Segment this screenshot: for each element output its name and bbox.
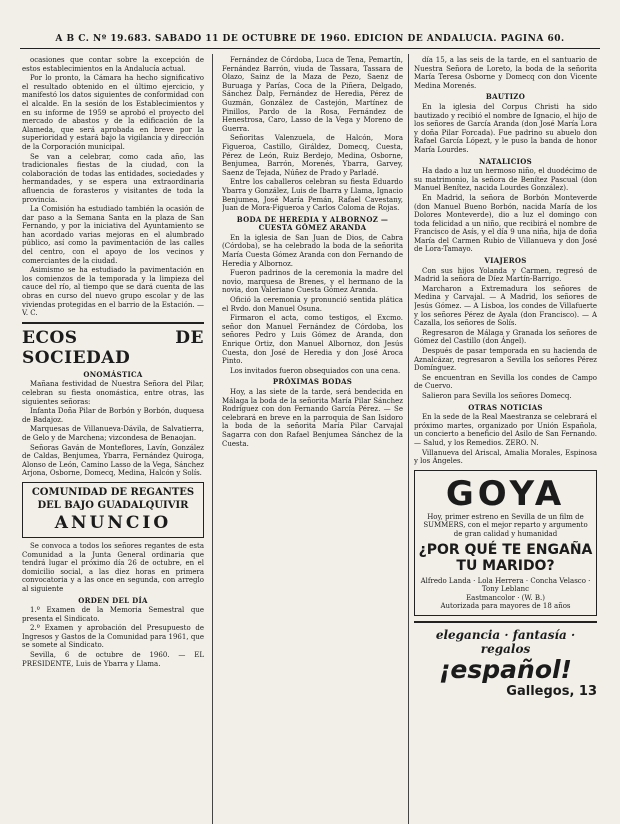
goya-film-title: ¿POR QUÉ TE ENGAÑA TU MARIDO? bbox=[418, 541, 593, 574]
viajeros-paragraph: Regresaron de Málaga y Granada los señores de Gómez del Castillo (don Ángel). bbox=[414, 328, 597, 346]
article-paragraph: La Comisión ha estudiado también la ocasión de dar paso a la Semana Santa en la plaza de San Fernando, y por la iniciativa del Ayuntamiento se han acordado varias mejoras en el alumbrado público, así como la pavimentación de las calles del centro, con el apoyo de los vecinos y comerciantes de la ciudad. bbox=[22, 205, 204, 265]
otras-noticias-heading: OTRAS NOTICIAS bbox=[468, 402, 543, 412]
boda-paragraph: Los invitados fueron obsequiados con una cena. bbox=[230, 366, 401, 375]
notice-agenda-heading: ORDEN DEL DÍA bbox=[78, 595, 148, 605]
notice-title: COMUNIDAD DE REGANTES DEL BAJO GUADALQUIVIR bbox=[31, 486, 195, 511]
notice-paragraph: 1.º Examen de la Memoria Semestral que presenta el Sindicato. bbox=[22, 606, 204, 623]
bautizo-heading: BAUTIZO bbox=[485, 92, 526, 102]
notice-paragraph: 2.º Examen y aprobación del Presupuesto de Ingresos y Gastos de la Comunidad para 1961, que se somete al Sindicato. bbox=[22, 624, 204, 650]
proximas-bodas-paragraph: Hoy, a las siete de la tarde, será bendecida en Málaga la boda de la señorita María Pilar Sánchez Rodríguez con don Fernando García Pérez. — Se celebrará en breve en la parroquia de San Isidoro la boda de la señorita María Pilar Carvajal Sagarra con don Rafael Benjumea Sánchez de la Cuesta. bbox=[222, 387, 403, 448]
natalicios-heading: NATALICIOS bbox=[479, 156, 532, 166]
onomastica-paragraph: Señoras Gaván de Monteflores, Lavín, González de Caldas, Benjumea, Ybarra, Fernández Quiroga, Alonso de León, Camino Lasso de la Vega, Sánchez Arjona, Osborne, Domecq, Medina, Halcón y Solís. bbox=[22, 443, 204, 478]
natalicios-paragraph: Ha dado a luz un hermoso niño, el duodécimo de su matrimonio, la señora de Benítez Pascual (don Manuel Benítez, nacida Lourdes González). bbox=[414, 167, 597, 193]
store-brand: ¡español! bbox=[439, 654, 572, 684]
page-header bbox=[20, 34, 600, 49]
section-divider bbox=[22, 322, 204, 324]
article-paragraph: Entre los caballeros celebran su fiesta Eduardo Ybarra y González, Luis de Ibarra y Llama, Ignacio Benjumea, José María Pemán, Rafael Cavestany, Juan de Mora-Figueroa y Carlos Coloma de Rojas. bbox=[222, 178, 403, 213]
onomastica-heading: ONOMÁSTICA bbox=[83, 369, 143, 379]
column-divider bbox=[408, 54, 409, 824]
onomastica-paragraph: Infanta Doña Pilar de Borbón y Borbón, duquesa de Badajoz. bbox=[22, 407, 204, 424]
onomastica-paragraph: Mañana festividad de Nuestra Señora del Pilar, celebran su fiesta onomástica, entre otras, las siguientes señoras: bbox=[22, 380, 204, 406]
society-heading: ECOS DE SOCIEDAD bbox=[22, 327, 204, 368]
otras-noticias-paragraph: Villanueva del Ariscal, Amalia Morales, Espinosa y los Ángeles. bbox=[414, 448, 597, 466]
natalicios-paragraph: En Madrid, la señora de Borbón Monteverde (don Manuel Bueno Borbón, nacida María de los Dolores Monteverde), dio a luz el domingo con toda felicidad a un niño, que recibirá el nombre de Francisco de Asís, y el día 9 una niña, hija de doña María del Carmen Rubio de Villanueva y don José de Lora-Tamayo. bbox=[414, 193, 597, 254]
boda-paragraph: Fueron padrinos de la ceremonia la madre del novio, marquesa de Brenes, y el hermano de la novia, don Valeriano Cuesta Gómez Aranda. bbox=[222, 269, 403, 295]
article-paragraph: ocasiones que contar sobre la excepción de estos establecimientos en la Andalucía actual. bbox=[22, 56, 204, 73]
espanol-store-ad bbox=[414, 621, 597, 699]
column-right bbox=[414, 56, 597, 824]
column-divider bbox=[212, 54, 213, 824]
goya-cast: Alfredo Landa · Lola Herrera · Concha Velasco · Tony Leblanc bbox=[420, 576, 591, 594]
viajeros-paragraph: Se encuentran en Sevilla los condes de Campo de Cuervo. bbox=[414, 373, 597, 391]
notice-paragraph: Se convoca a todos los señores regantes de esta Comunidad a la Junta General ordinaria que tendrá lugar el próximo día 26 de octubre, en el domicilio social, a las diez horas en primera convocatoria y a las once en segunda, con arreglo al siguiente bbox=[22, 541, 204, 593]
column-left bbox=[22, 56, 204, 824]
boda-paragraph: Ofició la ceremonia y pronunció sentida plática el Rvdo. don Manuel Osuna. bbox=[222, 296, 403, 313]
page-header-text: A B C. Nº 19.683. SÁBADO 11 DE OCTUBRE DE 1960. EDICIÓN DE ANDALUCÍA. PÁGINA 60. bbox=[55, 34, 565, 44]
viajeros-paragraph: Después de pasar temporada en su hacienda de Aznalcázar, regresaron a Sevilla los señores Pérez Domínguez. bbox=[414, 347, 597, 373]
store-slogan: elegancia · fantasía · regalos bbox=[435, 627, 576, 656]
goya-tagline: Hoy, primer estreno en Sevilla de un film de SUMMERS, con el mejor reparto y argumento de gran calidad y humanidad bbox=[423, 512, 588, 538]
proximas-bodas-heading: PRÓXIMAS BODAS bbox=[272, 377, 353, 387]
goya-rating: Autorizada para mayores de 18 años bbox=[440, 602, 571, 611]
viajeros-paragraph: Marcharon a Extremadura los señores de Medina y Carvajal. — A Madrid, los señores de Jesús Gómez. — A Lisboa, los condes de Villafuerte y los señores Pérez de Ayala (don Francisco). — A Cazalla, los señores de Solís. bbox=[414, 284, 597, 328]
notice-signature: Sevilla, 6 de octubre de 1960. — EL PRESIDENTE, Luis de Ybarra y Llama. bbox=[22, 651, 204, 668]
notice-anuncio: ANUNCIO bbox=[54, 512, 172, 533]
article-paragraph: día 15, a las seis de la tarde, en el santuario de Nuestra Señora de Loreto, la boda de la señorita María Teresa Osborne y Domecq con don Vicente Medina Morenés. bbox=[414, 56, 597, 90]
article-paragraph: Asimismo se ha estudiado la pavimentación en los comienzos de la temporada y la limpieza del cauce del río, al tiempo que se dará cuenta de las obras en curso del nuevo grupo escolar y de las viviendas protegidas en el barrio de la Estación. — V. C. bbox=[22, 266, 204, 318]
goya-logo: GOYA bbox=[445, 473, 566, 514]
boda-heading: BODA DE HEREDIA Y ALBORNOZ — CUESTA GÓMEZ ARANDA bbox=[236, 214, 389, 233]
store-address: Gallegos, 13 bbox=[506, 683, 597, 699]
onomastica-paragraph: Marquesas de Villanueva-Dávila, de Salvatierra, de Gelo y de Marchena; vizcondesa de Benaojan. bbox=[22, 425, 204, 442]
viajeros-paragraph: Salieron para Sevilla los señores Domecq. bbox=[422, 391, 572, 400]
goya-cinema-ad bbox=[414, 470, 597, 616]
viajeros-heading: VIAJEROS bbox=[484, 256, 527, 266]
article-paragraph: Se van a celebrar, como cada año, las tradicionales fiestas de la ciudad, con la colaboración de todas las entidades, sociedades y hermandades, y se espera una extraordinaria afluencia de forasteros y visitantes de toda la provincia. bbox=[22, 152, 204, 204]
column-middle bbox=[222, 56, 403, 824]
otras-noticias-paragraph: En la sede de la Real Maestranza se celebrará el próximo martes, organizado por Unión Española, un concierto a beneficio del Asilo de San Fernando. — Salud, y los Remedios. ZERO. N. bbox=[414, 413, 597, 447]
article-paragraph: Por lo pronto, la Cámara ha hecho significativo el resultado obtenido en el último ejercicio, y manifestó los datos siguientes de conformidad con el alcalde. En la sesión de los Establecimientos y en su informe de 1959 se aprobó el proyecto del mercado de abastos y de la edificación de la Alameda, que será aprobada en breve por la superioridad y estará bajo la vigilancia y dirección de la Corporación municipal. bbox=[22, 74, 204, 151]
boda-paragraph: En la iglesia de San Juan de Dios, de Cabra (Córdoba), se ha celebrado la boda de la señorita María Cuesta Gómez Aranda con don Fernando de Heredia y Albornoz. bbox=[222, 233, 403, 268]
goya-color: Eastmancolor · (W. B.) bbox=[466, 593, 545, 602]
article-paragraph: Fernández de Córdoba, Luca de Tena, Pemartín, Fernández Barrón, viuda de Tassara, Tassara de Olazo, Sainz de la Maza de Pezo, Saenz de Buruaga y Parías, Coca de la Piñera, Delgado, Sánchez Dalp, Fernández de Heredia, Pérez de Guzmán, González de Castejón, Martínez de Pinillos, Pardo de la Rosa, Fernández de Henestrosa, Caro, Lasso de la Vega y Moreno de Guerra. bbox=[222, 56, 403, 133]
viajeros-paragraph: Con sus hijos Yolanda y Carmen, regresó de Madrid la señora de Díez Martín-Barrigo. bbox=[414, 266, 597, 284]
boda-paragraph: Firmaron el acta, como testigos, el Excmo. señor don Manuel Fernández de Córdoba, los señores Pedro y Luis Gómez de Aranda, don Enrique Ortiz, don Manuel Albornoz, don Jesús Cuesta, don José de Heredia y don José Aroca Pinto. bbox=[222, 314, 403, 366]
article-paragraph: Señoritas Valenzuela, de Halcón, Mora Figueroa, Castillo, Giráldez, Domecq, Cuesta, Pérez de León, Ruiz Berdejo, Medina, Osborne, Benjumea, Barrón, Morenés, Ybarra, Garvey, Saenz de Tejada, Núñez de Prado y Parladé. bbox=[222, 134, 403, 177]
regantes-notice bbox=[22, 482, 204, 538]
bautizo-paragraph: En la iglesia del Corpus Christi ha sido bautizado y recibió el nombre de Ignacio, el hijo de los señores de García Aranda (don José María Lora y doña Pilar Forcada). Fue padrino su abuelo don Rafael García Lópezt, y le puso la banda de honor María Lourdes. bbox=[414, 102, 597, 154]
